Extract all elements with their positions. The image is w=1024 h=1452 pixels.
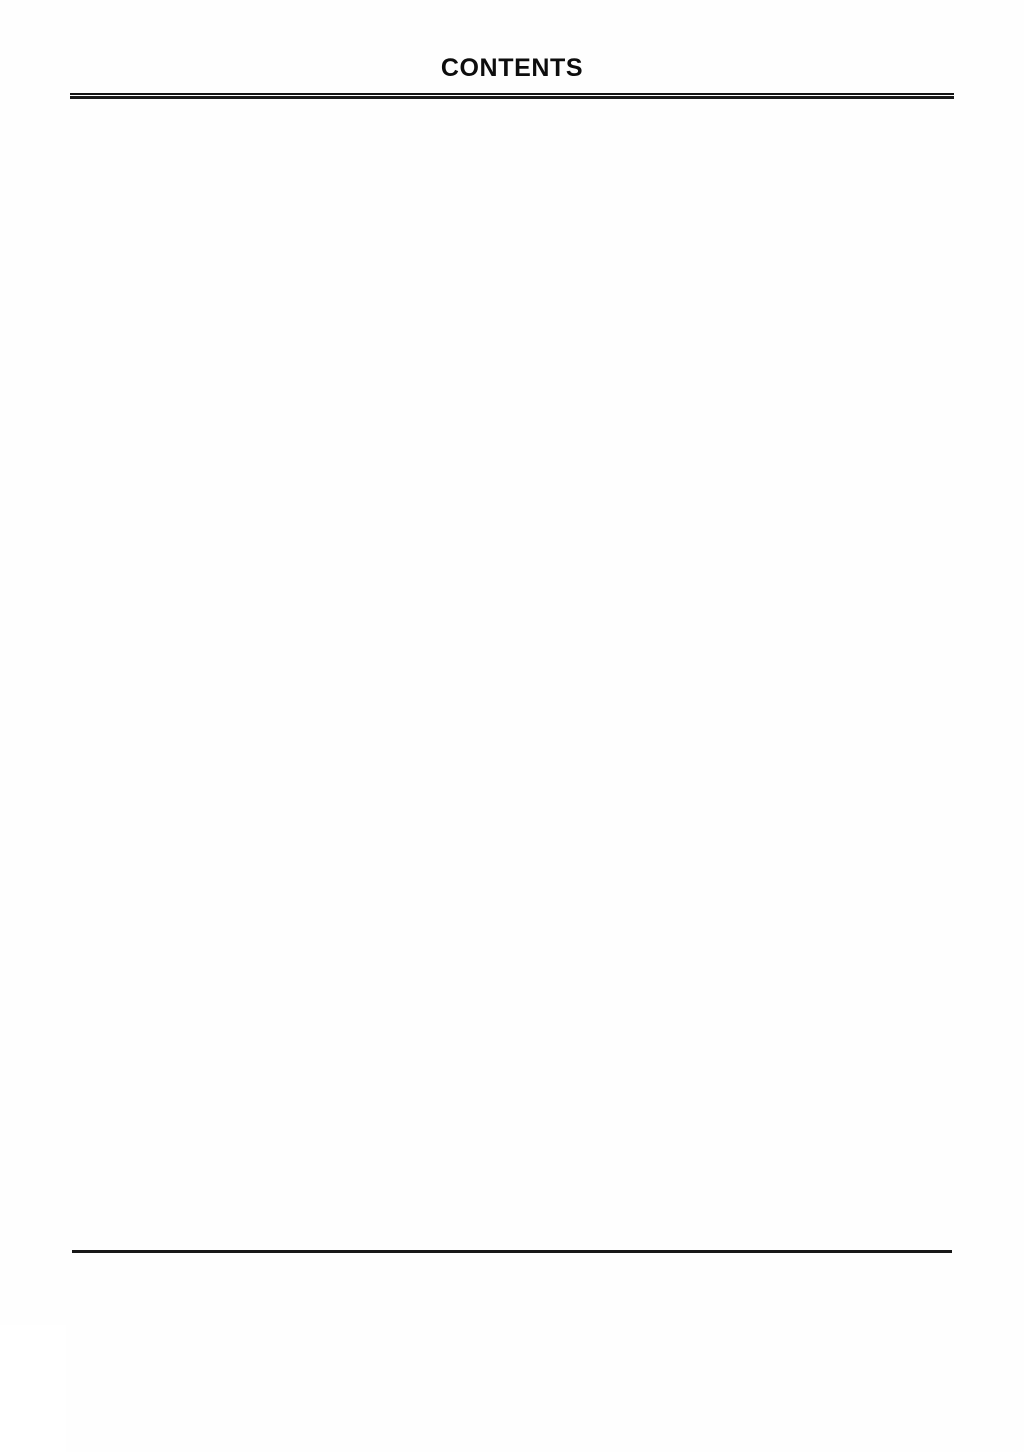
toc-entry-precautions-for-operations[interactable] [66, 1423, 462, 1447]
page-title: CONTENTS [440, 54, 584, 82]
toc-entry-page-number [514, 127, 1024, 1452]
header-divider [70, 93, 954, 99]
footer-divider [72, 1250, 952, 1253]
header-divider-thin [70, 93, 954, 95]
toc-column-right [514, 127, 910, 1430]
toc-entry-check-hoses-and-lines[interactable] [514, 1406, 910, 1430]
header-divider-thick [70, 96, 954, 99]
